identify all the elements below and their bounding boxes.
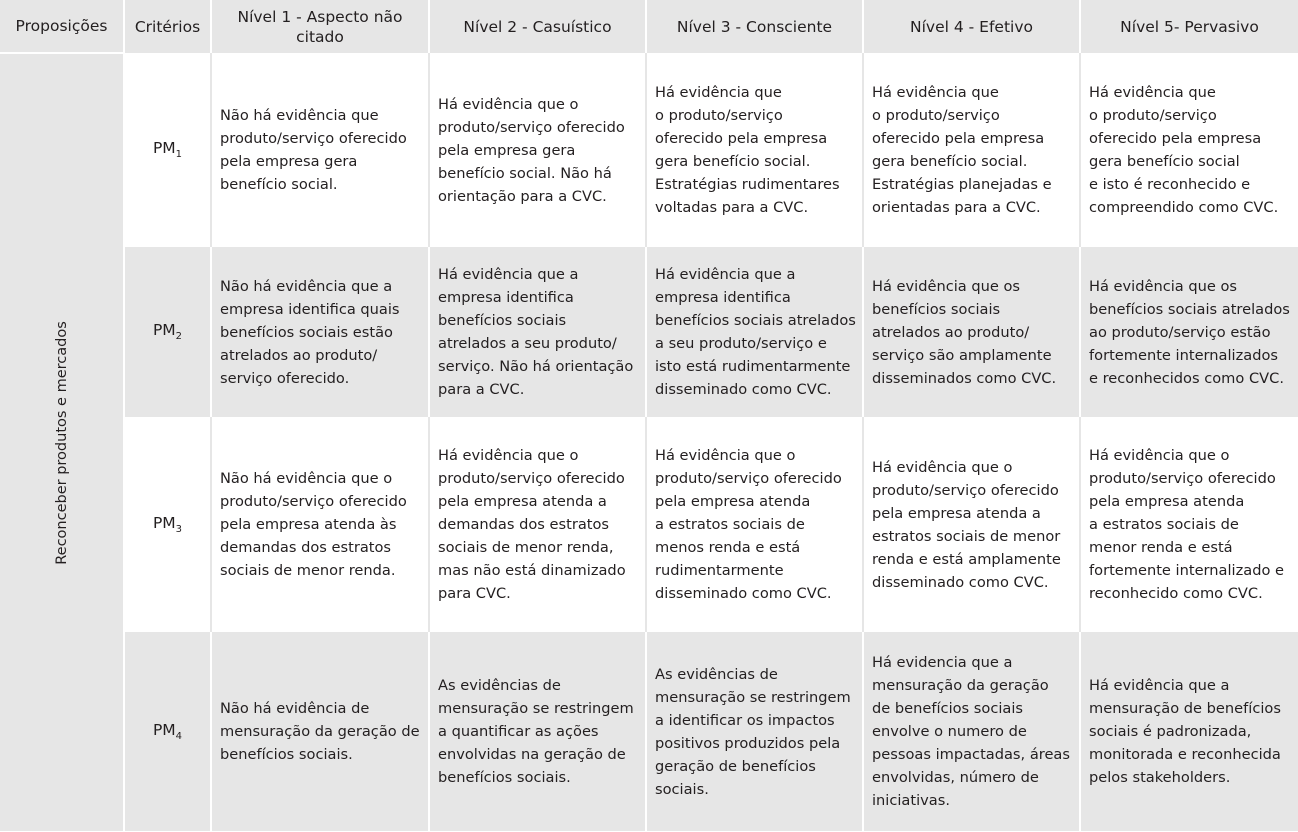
header-nivel-1-line2: citado [296, 27, 344, 46]
criterio-subscript: 1 [175, 149, 183, 161]
table-row-pm4 [0, 632, 1298, 831]
criterio-cell [124, 247, 211, 417]
cell-nivel-1: Não há evidência que o produto/serviço oferecido pela empresa atenda às demandas dos estratos sociais de menor renda. [211, 417, 429, 632]
criterio-subscript: 4 [175, 731, 183, 743]
cell-nivel-3: As evidências de mensuração se restringem a identificar os impactos positivos produzidos pela geração de benefícios sociais. [646, 632, 863, 831]
cell-nivel-4: Há evidência que o produto/serviço oferecido pela empresa atenda a estratos sociais de menor renda e está amplamente disseminado como CVC. [863, 417, 1080, 632]
criterio-cell [124, 417, 211, 632]
table-row-pm3 [0, 417, 1298, 632]
header-nivel-2: Nível 2 - Casuístico [429, 0, 646, 53]
header-row [0, 0, 1298, 53]
cell-nivel-3: Há evidência que o produto/serviço oferecido pela empresa atenda a estratos sociais de menos renda e está rudimentarmente disseminado como CVC. [646, 417, 863, 632]
cell-nivel-2: As evidências de mensuração se restringem a quantificar as ações envolvidas na geração de benefícios sociais. [429, 632, 646, 831]
criterio-label: PM [152, 139, 176, 158]
cell-nivel-2: Há evidência que o produto/serviço oferecido pela empresa gera benefício social. Não há orientação para a CVC. [429, 53, 646, 247]
criterio-subscript: 2 [175, 331, 183, 343]
table-row-pm2 [0, 247, 1298, 417]
proposicao-cell [0, 53, 124, 831]
header-proposicoes: Proposições [0, 0, 124, 53]
cell-nivel-5: Há evidência que o produto/serviço oferecido pela empresa gera benefício social e isto é reconhecido e compreendido como CVC. [1080, 53, 1298, 247]
cell-nivel-5: Há evidência que o produto/serviço oferecido pela empresa atenda a estratos sociais de menor renda e está fortemente internalizado e reconhecido como CVC. [1080, 417, 1298, 632]
criterio-subscript: 3 [175, 524, 183, 536]
cell-nivel-1: Não há evidência que a empresa identifica quais benefícios sociais estão atrelados ao produto/ serviço oferecido. [211, 247, 429, 417]
cell-nivel-5: Há evidência que a mensuração de benefícios sociais é padronizada, monitorada e reconhecida pelos stakeholders. [1080, 632, 1298, 831]
cell-nivel-4: Há evidência que os benefícios sociais atrelados ao produto/ serviço são amplamente disseminados como CVC. [863, 247, 1080, 417]
header-nivel-3: Nível 3 - Consciente [646, 0, 863, 53]
header-criterios: Critérios [124, 0, 211, 53]
cell-nivel-2: Há evidência que a empresa identifica benefícios sociais atrelados a seu produto/ serviço. Não há orientação para a CVC. [429, 247, 646, 417]
criterio-label: PM [152, 720, 176, 739]
table-row-pm1 [0, 53, 1298, 247]
cell-nivel-4: Há evidência que o produto/serviço oferecido pela empresa gera benefício social. Estratégias planejadas e orientadas para a CVC. [863, 53, 1080, 247]
header-nivel-4: Nível 4 - Efetivo [863, 0, 1080, 53]
header-nivel-5: Nível 5- Pervasivo [1080, 0, 1298, 53]
cell-nivel-1: Não há evidência de mensuração da geração de benefícios sociais. [211, 632, 429, 831]
cell-nivel-5: Há evidência que os benefícios sociais atrelados ao produto/serviço estão fortemente internalizados e reconhecidos como CVC. [1080, 247, 1298, 417]
proposicao-label: Reconceber produtos e mercados [53, 320, 70, 565]
cell-nivel-3: Há evidência que a empresa identifica benefícios sociais atrelados a seu produto/serviço e isto está rudimentarmente disseminado como CVC. [646, 247, 863, 417]
cell-nivel-4: Há evidencia que a mensuração da geração de benefícios sociais envolve o numero de pessoas impactadas, áreas envolvidas, número de iniciativas. [863, 632, 1080, 831]
cell-nivel-1: Não há evidência que produto/serviço oferecido pela empresa gera benefício social. [211, 53, 429, 247]
criterio-label: PM [152, 321, 176, 340]
header-nivel-1-line1: Nível 1 - Aspecto não [237, 7, 403, 26]
cell-nivel-2: Há evidência que o produto/serviço oferecido pela empresa atenda a demandas dos estratos sociais de menor renda, mas não está dinamizado para CVC. [429, 417, 646, 632]
criterio-label: PM [152, 513, 176, 532]
cell-nivel-3: Há evidência que o produto/serviço oferecido pela empresa gera benefício social. Estratégias rudimentares voltadas para a CVC. [646, 53, 863, 247]
criterio-cell [124, 632, 211, 831]
header-nivel-1 [211, 0, 429, 53]
criterio-cell [124, 53, 211, 247]
